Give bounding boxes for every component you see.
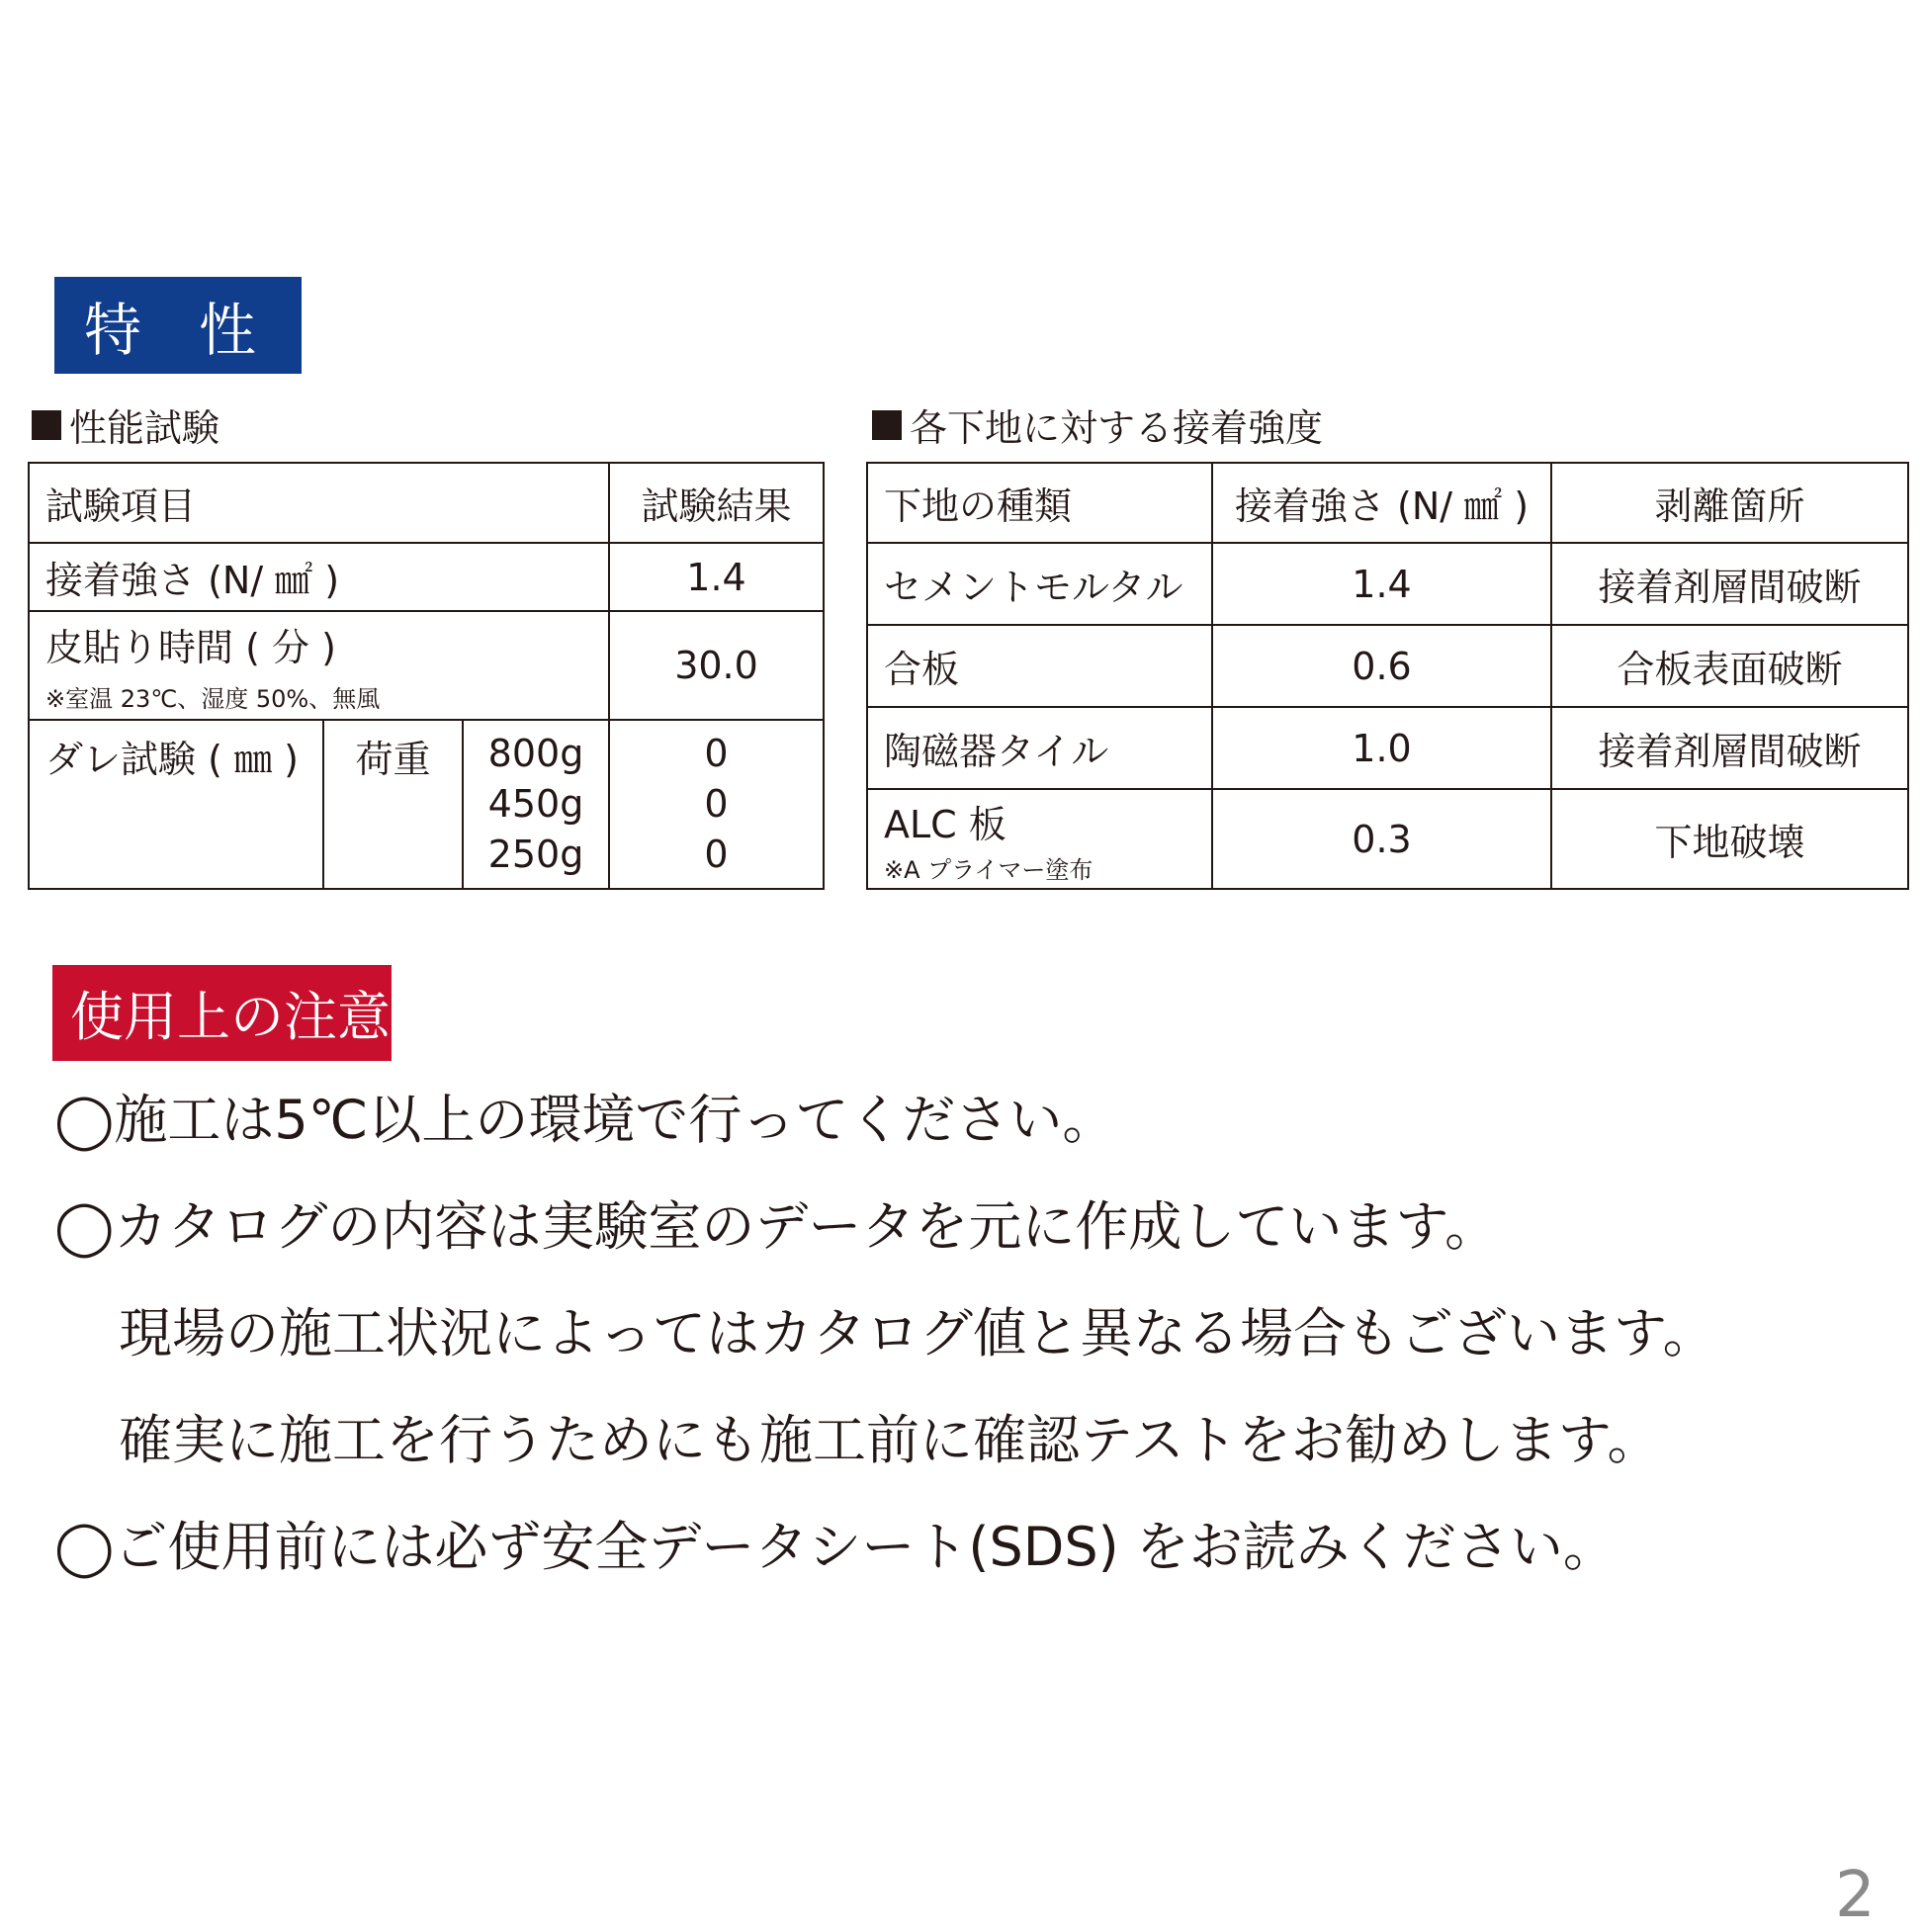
caution-item: ◯カタログの内容は実験室のデータを元に作成しています。 xyxy=(54,1195,1499,1258)
adhesion-strength-table xyxy=(866,462,1909,890)
page-number: 2 xyxy=(1835,1859,1876,1932)
performance-test-heading xyxy=(32,397,219,452)
load-values xyxy=(463,720,609,889)
skin-time-note: ※室温 23℃、湿度 50%、無風 xyxy=(45,685,381,713)
sag-test-label: ダレ試験 ( ㎜ ) xyxy=(29,720,323,889)
header-test-result: 試験結果 xyxy=(609,463,824,543)
usage-cautions-title: 使用上の注意 xyxy=(70,986,391,1048)
skin-time-cell xyxy=(29,611,609,720)
strength-value: 0.3 xyxy=(1212,789,1551,889)
sag-results xyxy=(609,720,824,889)
table-row xyxy=(867,707,1908,789)
sag-result: 0 xyxy=(704,732,729,775)
header-test-item: 試験項目 xyxy=(29,463,609,543)
table-row xyxy=(29,543,824,611)
sag-result: 0 xyxy=(704,782,729,826)
characteristics-title: 特 性 xyxy=(84,297,257,364)
failure-location: 合板表面破断 xyxy=(1551,625,1908,707)
strength-value: 1.4 xyxy=(1212,543,1551,625)
skin-time-value: 30.0 xyxy=(609,611,824,720)
table-header-row xyxy=(29,463,824,543)
adhesion-label: 接着強さ (N/ ㎟ ) xyxy=(29,543,609,611)
header-failure: 剥離箇所 xyxy=(1551,463,1908,543)
table-row xyxy=(29,720,824,889)
caution-item-continued: 確実に施工を行うためにも施工前に確認テストをお勧めします。 xyxy=(119,1409,1661,1471)
adhesion-value: 1.4 xyxy=(609,543,824,611)
substrate-name: 陶磁器タイル xyxy=(867,707,1212,789)
load-value: 450g xyxy=(487,782,584,826)
table-row xyxy=(867,625,1908,707)
substrate-name: 合板 xyxy=(867,625,1212,707)
failure-location: 接着剤層間破断 xyxy=(1551,707,1908,789)
sag-result: 0 xyxy=(704,833,729,876)
caution-item: ◯施工は5℃以上の環境で行ってください。 xyxy=(54,1089,1116,1151)
substrate-note: ※A プライマー塗布 xyxy=(884,855,1093,884)
skin-time-label: 皮貼り時間 ( 分 ) xyxy=(45,626,336,669)
load-value: 250g xyxy=(487,833,584,876)
table-row xyxy=(867,543,1908,625)
caution-item: ◯ご使用前には必ず安全データシート(SDS) をお読みください。 xyxy=(54,1516,1617,1578)
load-value: 800g xyxy=(487,732,584,775)
performance-test-heading-text: 性能試験 xyxy=(69,406,220,450)
characteristics-banner xyxy=(54,277,302,374)
failure-location: 接着剤層間破断 xyxy=(1551,543,1908,625)
table-row xyxy=(867,789,1908,889)
substrate-name: セメントモルタル xyxy=(867,543,1212,625)
failure-location: 下地破壊 xyxy=(1551,789,1908,889)
substrate-name: ALC 板 xyxy=(884,802,1006,846)
table-header-row xyxy=(867,463,1908,543)
square-bullet-icon xyxy=(872,410,902,440)
table-row xyxy=(29,611,824,720)
strength-value: 0.6 xyxy=(1212,625,1551,707)
performance-test-table xyxy=(28,462,825,890)
square-bullet-icon xyxy=(32,410,61,440)
substrate-cell xyxy=(867,789,1212,889)
usage-cautions-banner xyxy=(52,965,392,1061)
header-strength: 接着強さ (N/ ㎟ ) xyxy=(1212,463,1551,543)
adhesion-strength-heading xyxy=(872,397,1323,452)
adhesion-strength-heading-text: 各下地に対する接着強度 xyxy=(910,406,1324,450)
header-substrate: 下地の種類 xyxy=(867,463,1212,543)
caution-item-continued: 現場の施工状況によってはカタログ値と異なる場合もございます。 xyxy=(119,1302,1716,1364)
strength-value: 1.0 xyxy=(1212,707,1551,789)
load-label: 荷重 xyxy=(323,720,463,889)
